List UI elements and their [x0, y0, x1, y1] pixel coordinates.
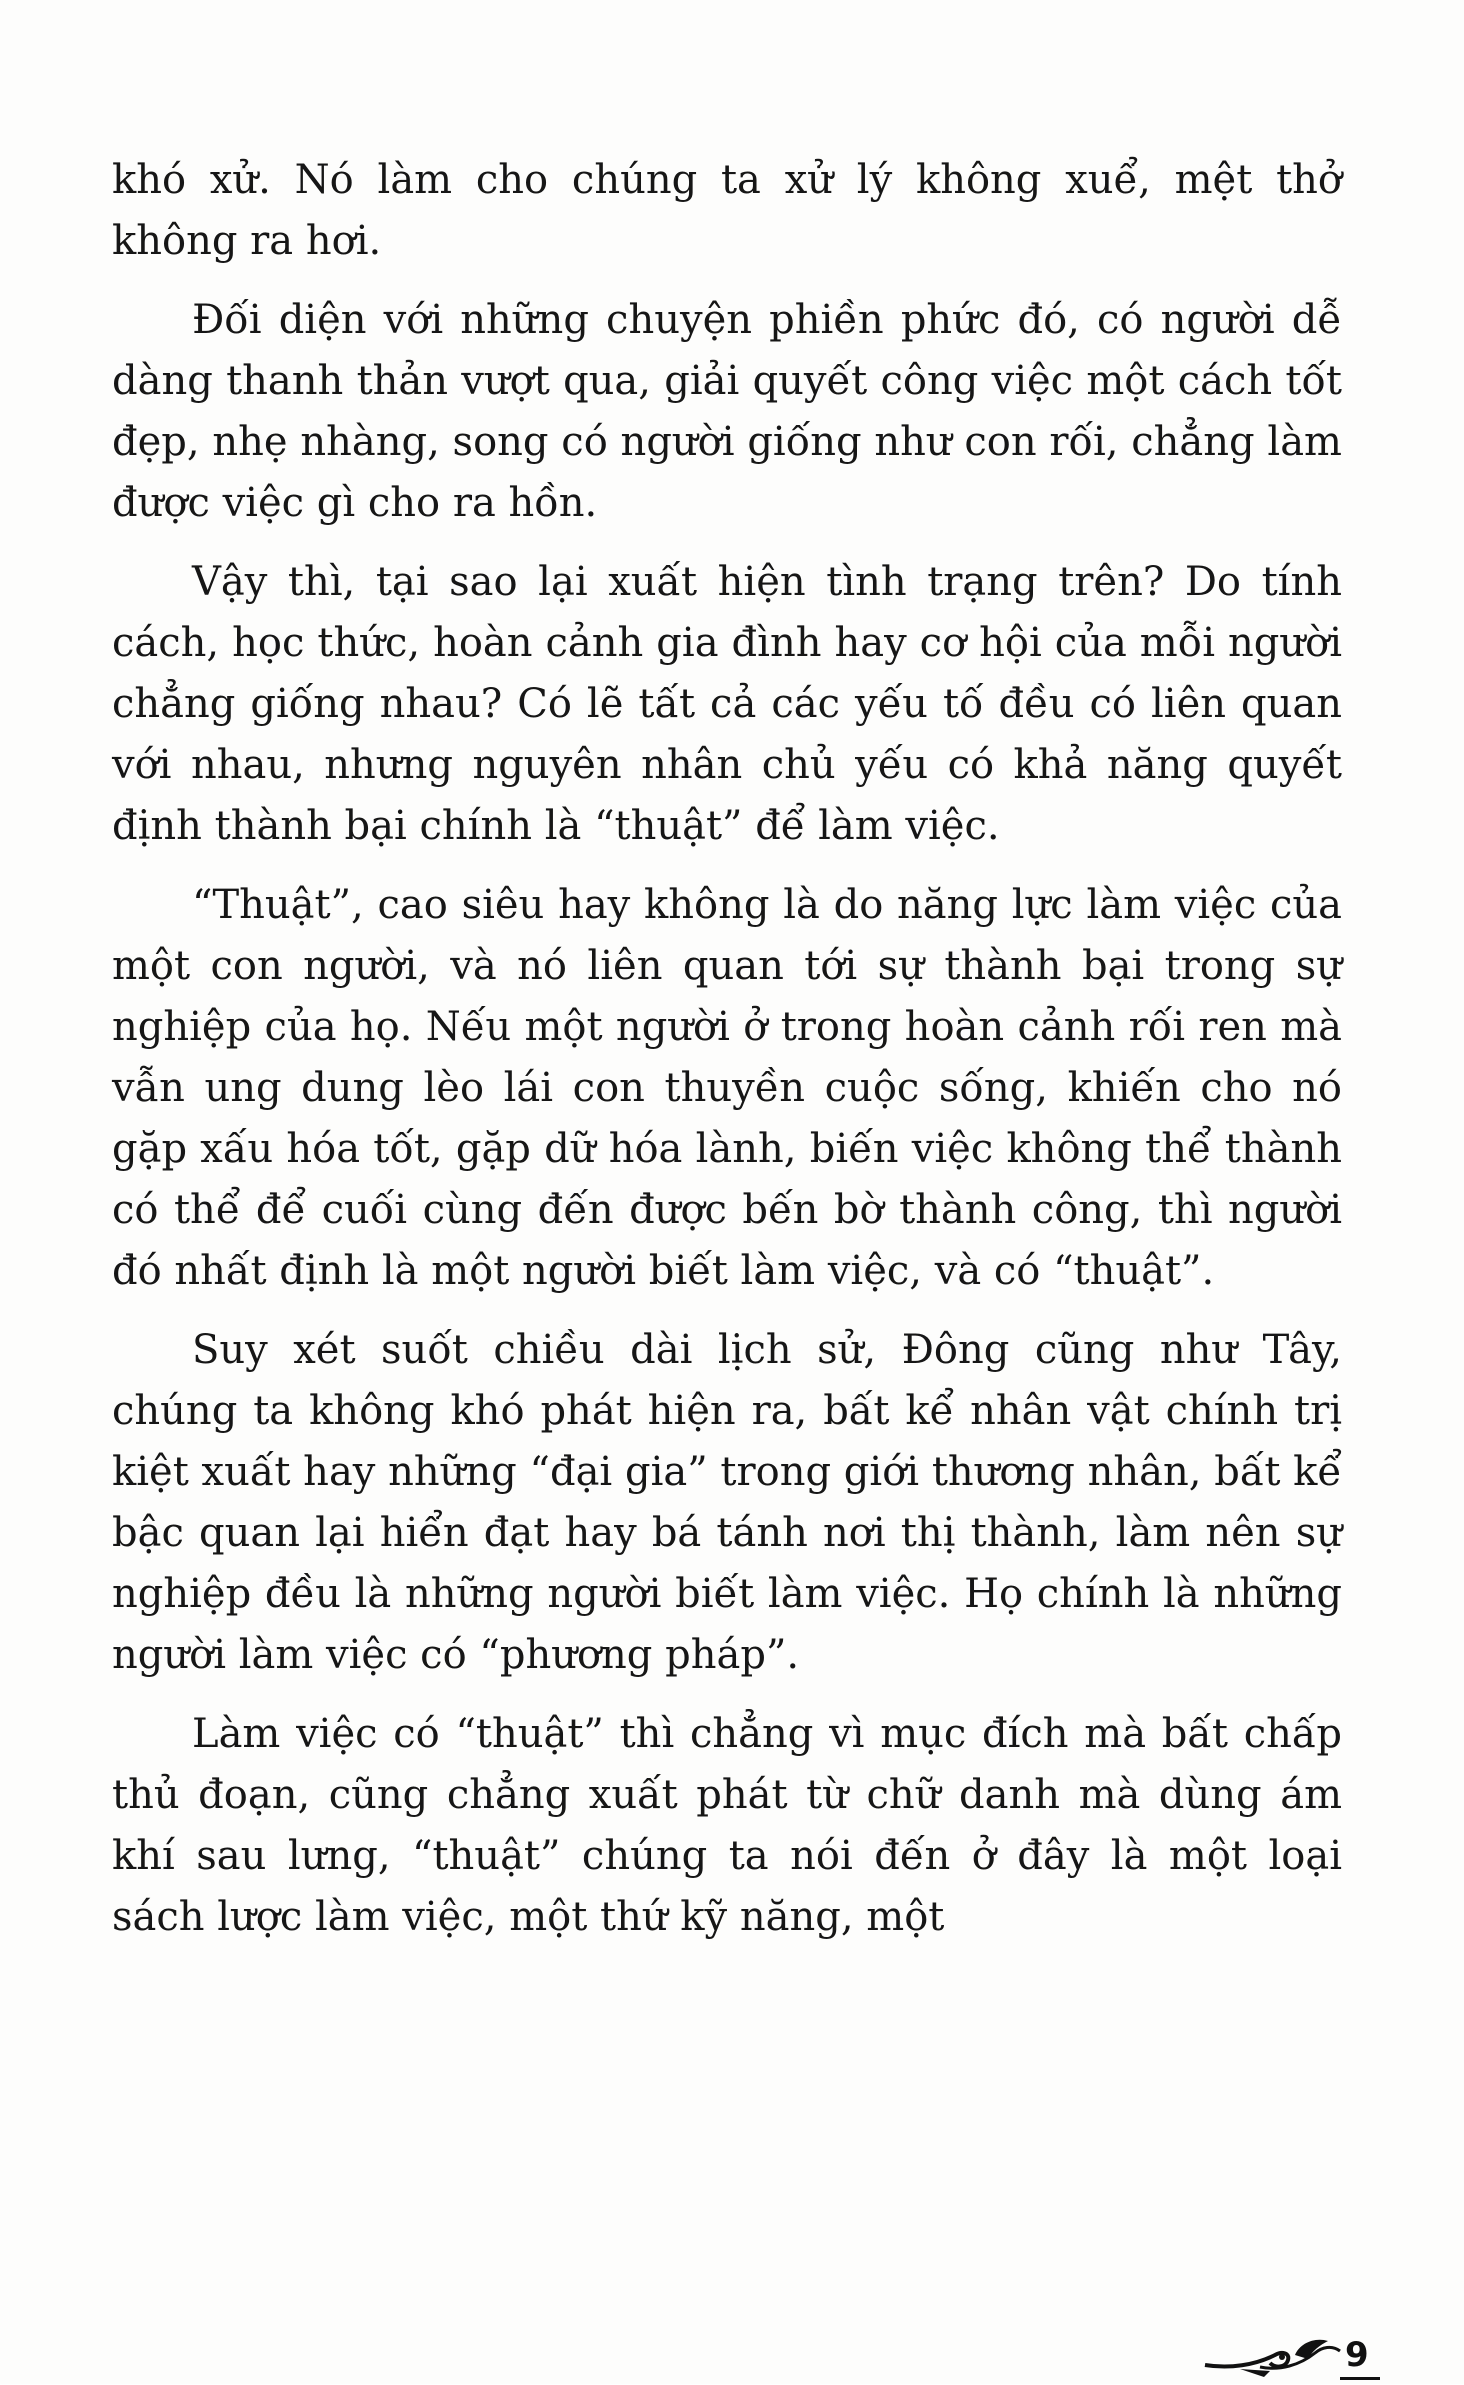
body-text	[112, 150, 1342, 1948]
paragraph: “Thuật”, cao siêu hay không là do năng lực làm việc của một con người, và nó liên quan tới sự thành bại trong sự nghiệp của họ. Nếu một người ở trong hoàn cảnh rối ren mà vẫn ung dung lèo lái con thuyền cuộc sống, khiến cho nó gặp xấu hóa tốt, gặp dữ hóa lành, biến việc không thể thành có thể để cuối cùng đến được bến bờ thành công, thì người đó nhất định là một người biết làm việc, và có “thuật”.	[112, 882, 1342, 1294]
paragraph: khó xử. Nó làm cho chúng ta xử lý không xuể, mệt thở không ra hơi.	[112, 157, 1342, 264]
page-footer	[1200, 2325, 1390, 2385]
page-number: 9	[1345, 2335, 1369, 2375]
paragraph: Vậy thì, tại sao lại xuất hiện tình trạng trên? Do tính cách, học thức, hoàn cảnh gia đình hay cơ hội của mỗi người chẳng giống nhau? Có lẽ tất cả các yếu tố đều có liên quan với nhau, nhưng nguyên nhân chủ yếu có khả năng quyết định thành bại chính là “thuật” để làm việc.	[112, 559, 1342, 849]
paragraph: Đối diện với những chuyện phiền phức đó, có người dễ dàng thanh thản vượt qua, giải quyết công việc một cách tốt đẹp, nhẹ nhàng, song có người giống như con rối, chẳng làm được việc gì cho ra hồn.	[112, 297, 1342, 526]
paragraph: Làm việc có “thuật” thì chẳng vì mục đích mà bất chấp thủ đoạn, cũng chẳng xuất phát từ chữ danh mà dùng ám khí sau lưng, “thuật” chúng ta nói đến ở đây là một loại sách lược làm việc, một thứ kỹ năng, một	[112, 1711, 1342, 1940]
page-number-underline	[1340, 2377, 1380, 2380]
decorative-ornament-icon	[1200, 2325, 1350, 2380]
paragraph: Suy xét suốt chiều dài lịch sử, Đông cũng như Tây, chúng ta không khó phát hiện ra, bất kể nhân vật chính trị kiệt xuất hay những “đại gia” trong giới thương nhân, bất kể bậc quan lại hiển đạt hay bá tánh nơi thị thành, làm nên sự nghiệp đều là những người biết làm việc. Họ chính là những người làm việc có “phương pháp”.	[112, 1327, 1342, 1678]
